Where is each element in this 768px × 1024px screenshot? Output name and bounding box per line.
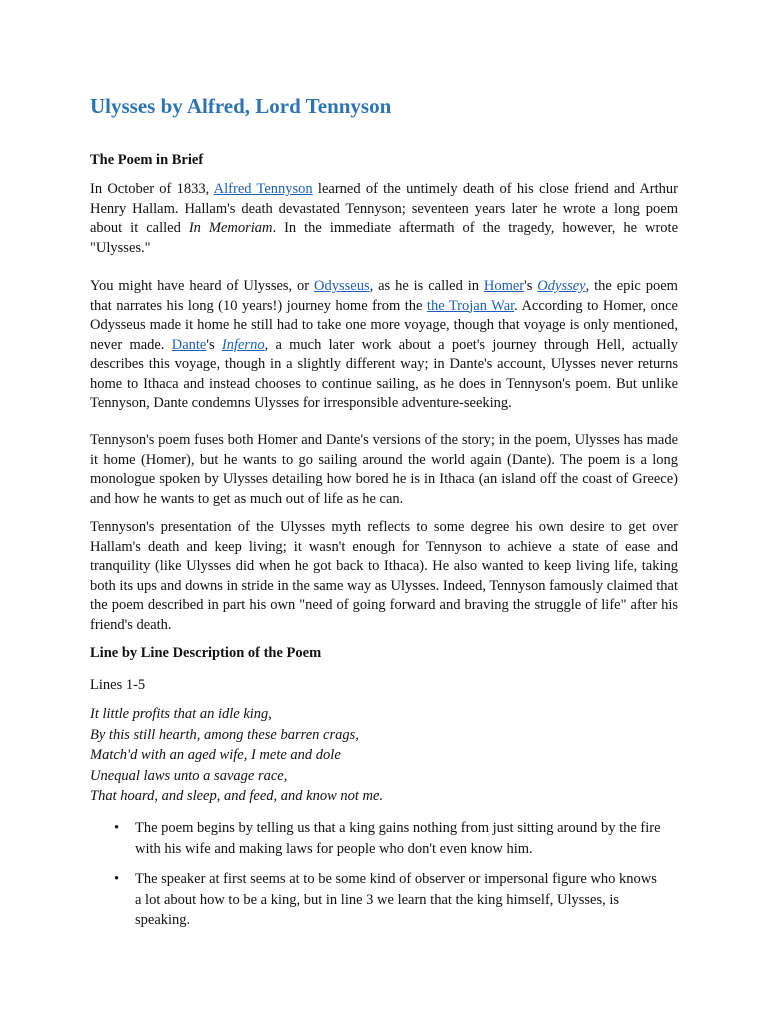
text: In October of 1833, — [90, 181, 214, 197]
section-heading-line-by-line: Line by Line Description of the Poem — [90, 645, 322, 661]
link-dante[interactable]: Dante — [171, 336, 207, 353]
lines-label: Lines 1-5 — [90, 677, 146, 693]
link-inferno[interactable]: Inferno — [221, 336, 265, 353]
bullet-list — [90, 818, 678, 941]
verse-line: That hoard, and sleep, and feed, and know not me. — [90, 788, 384, 804]
verse-line: Match'd with an aged wife, I mete and dole — [90, 747, 341, 763]
paragraph-intro — [90, 180, 678, 258]
text: You might have heard of Ulysses, or — [90, 278, 315, 294]
text: 's — [206, 336, 222, 353]
text: , as he is called in — [369, 278, 484, 294]
verse-line: Unequal laws unto a savage race, — [90, 767, 288, 784]
list-item — [90, 869, 665, 931]
text: 's — [524, 278, 538, 294]
link-odyssey[interactable]: Odyssey — [537, 278, 586, 294]
link-odysseus[interactable]: Odysseus — [314, 278, 370, 294]
italic-title: In Memoriam — [188, 220, 273, 236]
bullet-icon: • — [114, 871, 120, 887]
paragraph-fusion: Tennyson's poem fuses both Homer and Dante's versions of the story; in the poem, Ulysses has made it home (Homer), but he wants to go sailing around the world again (Dante). The poem is a long monologue spoken by Ulysses detailing how bored he is in Ithaca (an island off the coast of Greece) and how he wants to get as much out of life as he can. — [90, 432, 678, 507]
text: , the epic poem that narrates his long (10 years!) journey home from the — [90, 278, 678, 314]
link-alfred-tennyson[interactable]: Alfred Tennyson — [213, 181, 313, 197]
verse-block — [90, 704, 383, 807]
list-item-text: The speaker at first seems at to be some kind of observer or impersonal figure who knows a lot about how to be a king, but in line 3 we learn that the king himself, Ulysses, is speaking. — [135, 871, 657, 928]
paragraph-presentation: Tennyson's presentation of the Ulysses myth reflects to some degree his own desire to get over Hallam's death and keep living; it wasn't enough for Tennyson to achieve a state of ease and tranquility (like Ulysses did when he got back to Ithaca). He also wanted to keep living life, taking both its ups and downs in stride in the same way as Ulysses. Indeed, Tennyson famously claimed that the poem described in part his own "need of going forward and braving the struggle of life" after his friend's death. — [90, 519, 678, 633]
text: , a much later work about a poet's journey through Hell, actually describes this voyage, though in a slightly different way; in Dante's account, Ulysses never returns home to Ithaca and instead chooses to continue sailing, as he does in Tennyson's poem. But unlike Tennyson, Dante condemns Ulysses for irresponsible adventure-seeking. — [90, 336, 678, 411]
paragraph-odysseus — [90, 277, 678, 414]
bullet-icon: • — [114, 820, 120, 836]
section-heading-poem-in-brief: The Poem in Brief — [90, 152, 204, 168]
verse-line: By this still hearth, among these barren crags, — [90, 726, 359, 743]
text: learned of the untimely death of his close friend and Arthur Henry Hallam. Hallam's death devastated Tennyson; seventeen years later he wrote a long poem about it called — [90, 181, 678, 236]
link-homer[interactable]: Homer — [483, 278, 525, 294]
list-item — [90, 818, 665, 859]
page-title: Ulysses by Alfred, Lord Tennyson — [90, 94, 392, 118]
verse-line: It little profits that an idle king, — [90, 706, 272, 722]
text: . In the immediate aftermath of the tragedy, however, he wrote "Ulysses." — [90, 220, 678, 256]
link-trojan-war[interactable]: the Trojan War — [426, 297, 515, 314]
list-item-text: The poem begins by telling us that a king gains nothing from just sitting around by the fire with his wife and making laws for people who don't even know him. — [135, 820, 661, 857]
text: . According to Homer, once Odysseus made it home he still had to take one more voyage, though that voyage is only mentioned, never made. — [90, 297, 678, 353]
